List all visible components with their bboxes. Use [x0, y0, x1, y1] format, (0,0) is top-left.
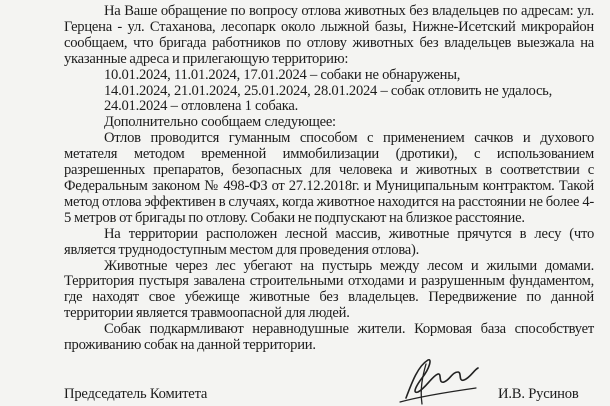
additional-heading: Дополнительно сообщаем следующее:	[104, 114, 336, 131]
visit-dates-line: 10.01.2024, 11.01.2024, 17.01.2024 – собаки не обнаружены,	[104, 66, 461, 83]
visit-dates-line: 24.01.2024 – отловлена 1 собака.	[104, 98, 298, 115]
signature-row	[64, 387, 594, 406]
wasteland-paragraph: Животные через лес убегают на пустырь между лесом и жилыми домами. Территория пустыря завалена строительными отходами и разрушенным фундаментом, где находят свое убежище животные без владельцев. Передвижение по данной территории является травмоопасной для людей.	[64, 257, 594, 322]
method-paragraph: Отлов проводится гуманным способом с применением сачков и духового метателя методом временной иммобилизации (дротики), с использованием разрешенных препаратов, безопасных для человека и животных в соответствии с Федеральным законом № 498-ФЗ от 27.12.2018г. и Муниципальным контрактом. Такой метод отлова эффективен в случаях, когда животное находится на расстоянии не более 4-5 метров от бригады по отлову. Собаки не подпускают на близкое расстояние.	[64, 130, 594, 226]
forest-paragraph: На территории расположен лесной массив, животные прячутся в лесу (что является труднодоступным местом для проведения отлова).	[64, 225, 594, 258]
signer-position: Председатель Комитета	[64, 386, 208, 402]
signer-name: И.В. Русинов	[498, 386, 579, 402]
intro-paragraph: На Ваше обращение по вопросу отлова животных без владельцев по адресам: ул. Герцена - ул. Стаханова, лесопарк около лыжной базы, Нижне-Исетский микрорайон сообщаем, что бригада работников по отлову животных без владельцев выезжала на указанные адреса и прилегающую территорию:	[64, 3, 594, 67]
letter-body	[64, 4, 594, 354]
visit-dates-line: 14.01.2024, 21.01.2024, 25.01.2024, 28.01.2024 – собак отловить не удалось,	[104, 82, 552, 99]
visit-dates-list	[64, 68, 594, 116]
feeding-paragraph: Собак подкармливают неравнодушные жители. Кормовая база способствует проживанию собак на данной территории.	[64, 321, 594, 354]
